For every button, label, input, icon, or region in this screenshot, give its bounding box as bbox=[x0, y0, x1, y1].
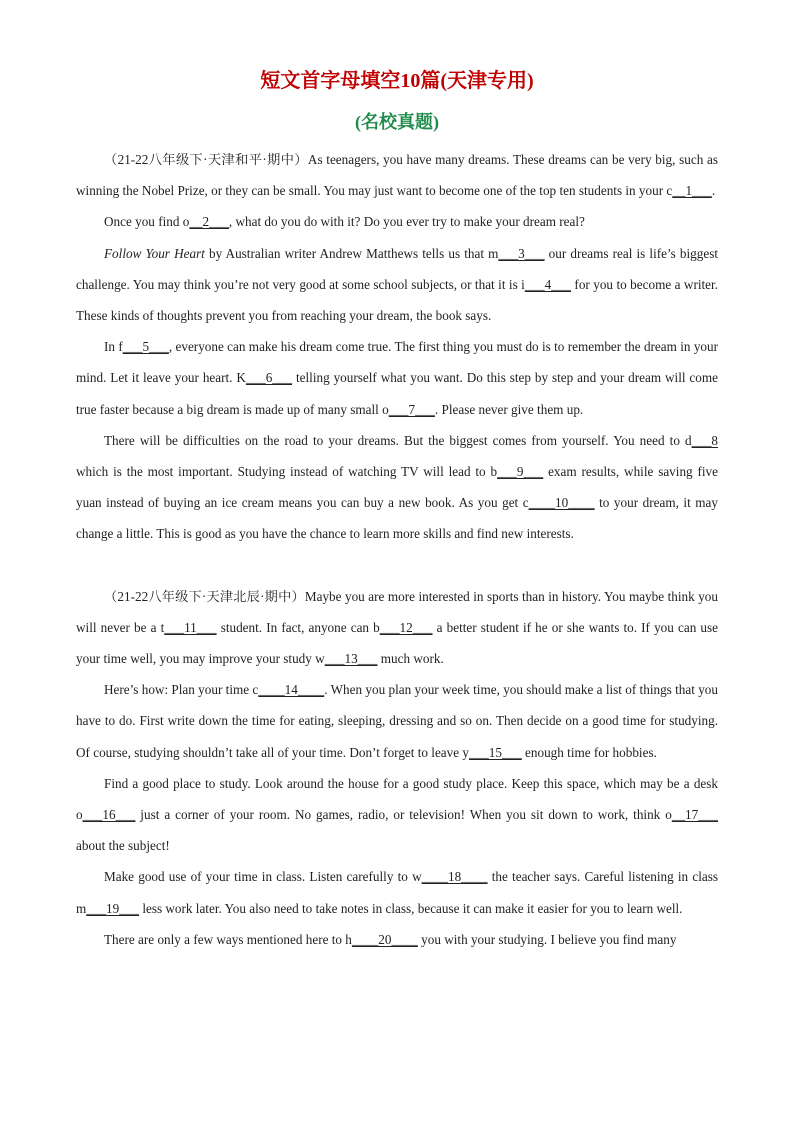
blank-1: __1___ bbox=[672, 183, 712, 199]
blank-13: ___13___ bbox=[324, 651, 378, 667]
blank-19: ___19___ bbox=[86, 900, 140, 916]
blank-16: ___16___ bbox=[82, 807, 136, 823]
blank-20: ____20____ bbox=[351, 931, 418, 947]
passage-divider bbox=[76, 550, 718, 581]
blank-12: ___12___ bbox=[379, 619, 433, 635]
blank-10: ____10____ bbox=[528, 495, 595, 511]
passage2-paragraph3: Find a good place to study. Look around the house for a good study place. Keep this space, which may be a desk o___16___ just a corner of your room. No games, radio, or television! When you sit down to work, think o__17___ about the subject! bbox=[76, 775, 718, 854]
blank-8: ___8 bbox=[691, 432, 718, 448]
passage2-paragraph2: Here’s how: Plan your time c____14____. When you plan your week time, you should make a list of things that you have to do. First write down the time for eating, sleeping, dressing and so on. Then decide on a good time for studying. Of course, studying shouldn’t take all of your time. Don’t forget to leave y___15___ enough time for hobbies. bbox=[76, 682, 718, 760]
blank-18: ____18____ bbox=[421, 869, 488, 885]
document-subtitle: (名校真题) bbox=[355, 112, 439, 132]
passage2-paragraph5: There are only a few ways mentioned here to h____20____ you with your studying. I believe you find many bbox=[104, 931, 677, 947]
blank-17: __17___ bbox=[671, 807, 718, 823]
passage1-paragraph4: In f___5___, everyone can make his dream come true. The first thing you must do is to remember the dream in your mind. Let it leave your heart. K___6___ telling yourself what you want. Do this step by step and your dream will come true faster because a big dream is made up of many small o___7___. Please never give them up. bbox=[76, 339, 718, 417]
passage2-paragraph4: Make good use of your time in class. Listen carefully to w____18____ the teacher says. Careful listening in class m___19___ less work later. You also need to take notes in class, because it can make it easier for you to learn well. bbox=[76, 869, 718, 916]
blank-7: ___7___ bbox=[388, 401, 435, 417]
blank-11: ___11___ bbox=[164, 619, 217, 635]
passage1-paragraph1: （21-22八年级下·天津和平·期中）As teenagers, you have many dreams. These dreams can be very big, such as winning the Nobel Prize, or they can be small. You may just want to become one of the top ten students in your c__1___. bbox=[76, 152, 718, 199]
blank-4: ___4___ bbox=[524, 276, 571, 292]
blank-5: ___5___ bbox=[122, 339, 169, 355]
blank-6: ___6___ bbox=[245, 370, 293, 386]
passage1-paragraph2: Once you find o__2___, what do you do with it? Do you ever try to make your dream real? bbox=[104, 214, 585, 230]
blank-3: ___3___ bbox=[498, 245, 545, 261]
document-body bbox=[76, 144, 718, 955]
book-title: Follow Your Heart bbox=[104, 245, 205, 261]
blank-14: ____14____ bbox=[258, 682, 325, 698]
blank-9: ___9___ bbox=[497, 464, 544, 480]
passage1-paragraph3: Follow Your Heart by Australian writer Andrew Matthews tells us that m___3___ our dreams real is life’s biggest challenge. You may think you’re not very good at some school subjects, or that it is i___4___ for you to become a writer. These kinds of thoughts prevent you from reaching your dream, the book says. bbox=[76, 245, 718, 324]
passage1-paragraph5: There will be difficulties on the road to your dreams. But the biggest comes from yourself. You need to d___8 which is the most important. Studying instead of watching TV will lead to b___9___ exam results, while saving five yuan instead of buying an ice cream means you can buy a new book. As you get c____10____ to your dream, it may change a little. This is good as you have the chance to learn more skills and find new interests. bbox=[76, 432, 718, 542]
blank-2: __2___ bbox=[189, 214, 229, 230]
passage2-source: （21-22八年级下·天津北辰·期中） bbox=[104, 588, 305, 604]
document-title: 短文首字母填空10篇(天津专用) bbox=[260, 70, 534, 92]
passage1-source: （21-22八年级下·天津和平·期中） bbox=[104, 152, 308, 167]
blank-15: ___15___ bbox=[468, 744, 522, 760]
passage2-paragraph1: （21-22八年级下·天津北辰·期中）Maybe you are more interested in sports than in history. You maybe think you will never be a t___11___ student. In fact, anyone can b___12___ a better student if he or she wants to. If you can use your time well, you may improve your study w___13___ much work. bbox=[76, 588, 719, 667]
